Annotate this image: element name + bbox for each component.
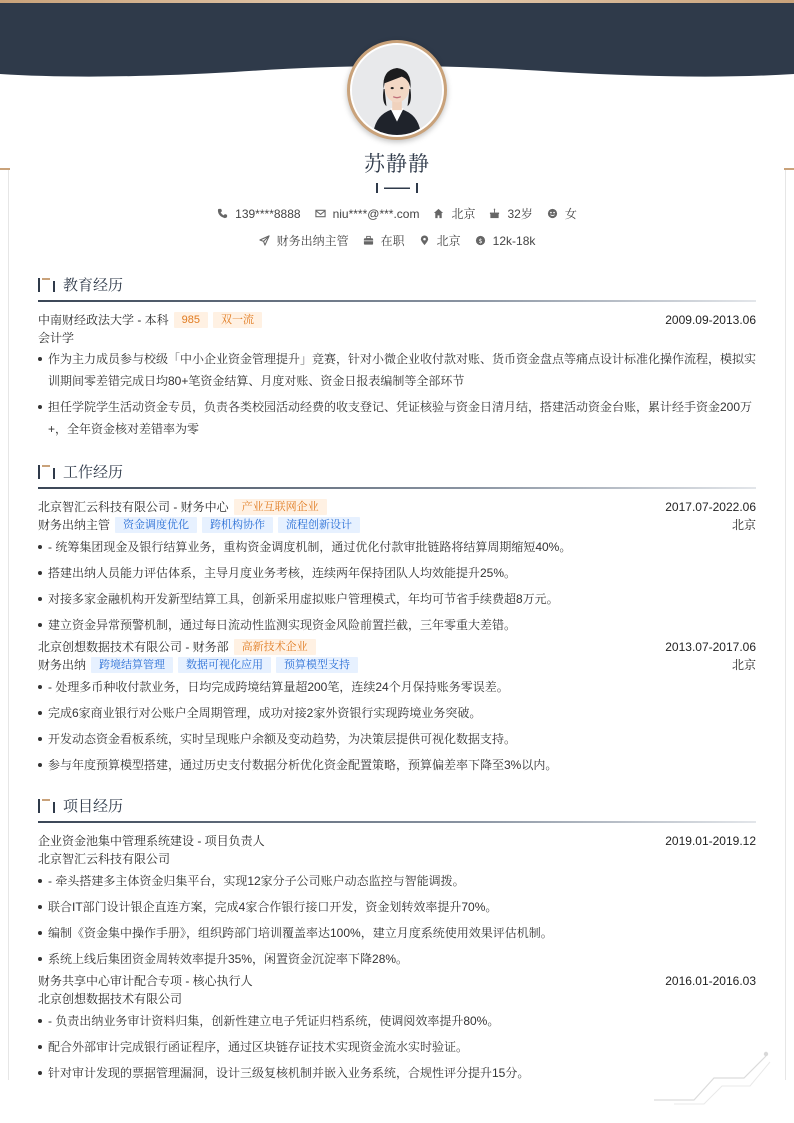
target-city-text: 北京 <box>436 234 461 248</box>
email-text: niu****@***.com <box>332 206 420 221</box>
section-project-header <box>38 793 756 819</box>
section-work-header <box>38 459 756 485</box>
work-bullet: 建立资金异常预警机制，通过每日流动性监测实现资金风险前置拦截，三年零重大差错。 <box>38 614 756 636</box>
target-city-item <box>419 232 461 249</box>
money-icon <box>475 235 486 246</box>
avatar <box>350 43 444 137</box>
work-bullet: 参与年度预算模型搭建，通过历史支付数据分析优化资金配置策略，预算偏差率下降至3%以内。 <box>38 754 756 776</box>
work-bullet: - 处理多币种收付款业务，日均完成跨境结算量超200笔，连续24个月保持账务零误差。 <box>38 676 756 698</box>
page-border-right <box>785 170 786 1080</box>
work-bullet: 对接多家金融机构开发新型结算工具，创新采用虚拟账户管理模式，年均可节省手续费超8万元。 <box>38 588 756 610</box>
mail-icon <box>315 208 326 219</box>
phone-text: 139****8888 <box>235 206 301 221</box>
skill-tag: 资金调度优化 <box>115 517 197 533</box>
phone-item <box>217 207 300 221</box>
project-bullet: 系统上线后集团资金周转效率提升35%，闲置资金沉淀率下降28%。 <box>38 948 756 970</box>
page-border-left <box>8 170 9 1080</box>
project-title: 财务共享中心审计配合专项 - 核心执行人 <box>38 974 253 988</box>
role: 财务出纳主管 <box>38 518 111 532</box>
project-bullet: 联合IT部门设计银企直连方案，完成4家合作银行接口开发，资金划转效率提升70%。 <box>38 896 756 918</box>
skill-tag: 跨机构协作 <box>202 517 273 533</box>
company-line: 北京智汇云科技有限公司 - 财务中心 <box>38 500 229 514</box>
contact-info-row <box>0 205 794 222</box>
job-intent-row <box>0 232 794 249</box>
section-title-icon <box>38 799 56 813</box>
section-education-title: 教育经历 <box>63 277 124 294</box>
phone-icon <box>217 208 228 219</box>
work-bullet: 搭建出纳人员能力评估体系，主导月度业务考核，连续两年保持团队人均效能提升25%。 <box>38 562 756 584</box>
location-icon <box>419 235 430 246</box>
candidate-name: 苏静静 <box>364 153 430 176</box>
education-date: 2009.09-2013.06 <box>665 313 756 327</box>
skill-tag: 跨境结算管理 <box>91 657 173 673</box>
section-education-header <box>38 272 756 298</box>
hometown-text: 北京 <box>451 207 476 221</box>
work-entry <box>38 638 756 780</box>
school-tag: 双一流 <box>213 312 262 328</box>
work-bullet: 开发动态资金看板系统，实时呈现账户余额及变动趋势，为决策层提供可视化数据支持。 <box>38 728 756 750</box>
section-divider <box>38 300 756 302</box>
education-bullet: 担任学院学生活动资金专员，负责各类校园活动经费的收支登记、凭证核验与资金日清月结，搭建活动资金台账，累计经手资金200万+，全年资金核对差错率为零 <box>38 396 756 440</box>
section-divider <box>38 821 756 823</box>
school-tag: 985 <box>174 312 208 328</box>
gender-item <box>547 205 577 222</box>
work-date: 2013.07-2017.06 <box>665 640 756 654</box>
company-tag: 高新技术企业 <box>234 639 316 655</box>
project-entry <box>38 972 756 1088</box>
status-text: 在职 <box>380 234 405 248</box>
avatar-frame <box>347 40 447 140</box>
project-bullet: 针对审计发现的票据管理漏洞，设计三级复核机制并嵌入业务系统，合规性评分提升15分。 <box>38 1062 756 1084</box>
avatar-photo <box>352 45 442 135</box>
gender-icon <box>547 208 558 219</box>
project-date: 2019.01-2019.12 <box>665 834 756 848</box>
work-date: 2017.07-2022.06 <box>665 500 756 514</box>
section-project-title: 项目经历 <box>63 798 124 815</box>
section-divider <box>38 487 756 489</box>
home-icon <box>433 208 444 219</box>
gender-text: 女 <box>564 207 577 221</box>
school-line: 中南财经政法大学 - 本科 <box>38 313 169 327</box>
cake-icon <box>489 208 500 219</box>
age-text: 32岁 <box>507 207 533 221</box>
work-location: 北京 <box>731 518 756 532</box>
skill-tag: 数据可视化应用 <box>178 657 271 673</box>
work-location: 北京 <box>731 658 756 672</box>
name-divider-ornament <box>376 182 418 194</box>
salary-text: 12k-18k <box>492 233 536 248</box>
svg-text:$: $ <box>478 236 483 245</box>
salary-item <box>475 234 536 248</box>
project-bullet: 配合外部审计完成银行函证程序，通过区块链存证技术实现资金流水实时验证。 <box>38 1036 756 1058</box>
corner-line-ornament <box>654 1048 774 1108</box>
role: 财务出纳 <box>38 658 87 672</box>
project-company: 北京创想数据技术有限公司 <box>38 992 183 1006</box>
project-company: 北京智汇云科技有限公司 <box>38 852 171 866</box>
major: 会计学 <box>38 331 75 345</box>
company-line: 北京创想数据技术有限公司 - 财务部 <box>38 640 229 654</box>
status-item <box>363 232 405 249</box>
work-bullet: 完成6家商业银行对公账户全周期管理，成功对接2家外资银行实现跨境业务突破。 <box>38 702 756 724</box>
project-bullet: 编制《资金集中操作手册》，组织跨部门培训覆盖率达100%，建立月度系统使用效果评估机制。 <box>38 922 756 944</box>
work-entry <box>38 498 756 640</box>
skill-tag: 预算模型支持 <box>276 657 358 673</box>
company-tag: 产业互联网企业 <box>234 499 327 515</box>
education-entry <box>38 311 756 444</box>
section-title-icon <box>38 465 56 479</box>
section-title-icon <box>38 278 56 292</box>
education-bullet: 作为主力成员参与校级「中小企业资金管理提升」竞赛，针对小微企业收付款对账、货币资金盘点等痛点设计标准化操作流程，模拟实训期间零差错完成日均80+笔资金结算、月度对账、资金日报表编制等全部环节 <box>38 348 756 392</box>
project-bullet: - 负责出纳业务审计资料归集，创新性建立电子凭证归档系统，使调阅效率提升80%。 <box>38 1010 756 1032</box>
project-entry <box>38 832 756 974</box>
gold-top-bar <box>0 0 794 3</box>
target-position-item <box>259 232 349 249</box>
project-title: 企业资金池集中管理系统建设 - 项目负责人 <box>38 834 265 848</box>
email-item <box>315 207 420 221</box>
age-item <box>489 205 532 222</box>
skill-tag: 流程创新设计 <box>278 517 360 533</box>
briefcase-icon <box>363 235 374 246</box>
send-icon <box>259 235 270 246</box>
target-position-text: 财务出纳主管 <box>276 234 349 248</box>
project-bullet: - 牵头搭建多主体资金归集平台，实现12家分子公司账户动态监控与智能调拨。 <box>38 870 756 892</box>
section-work-title: 工作经历 <box>63 464 124 481</box>
work-bullet: - 统筹集团现金及银行结算业务，重构资金调度机制，通过优化付款审批链路将结算周期缩短40%。 <box>38 536 756 558</box>
hometown-item <box>433 205 475 222</box>
project-date: 2016.01-2016.03 <box>665 974 756 988</box>
